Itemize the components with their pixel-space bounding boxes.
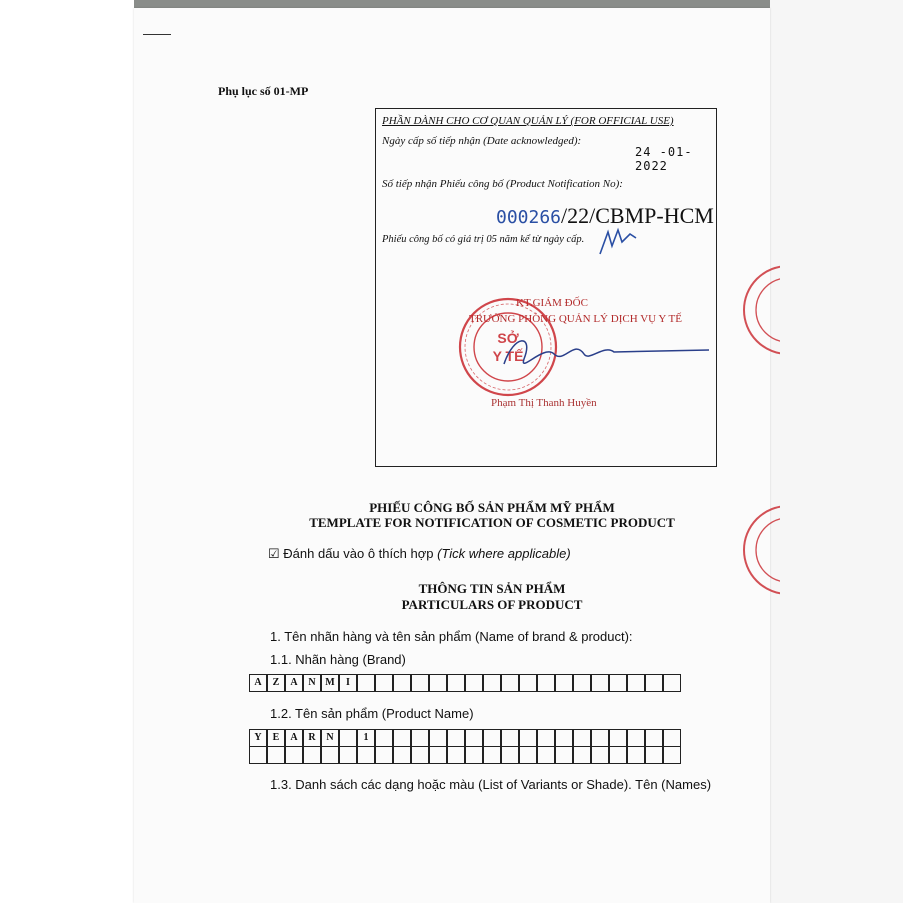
appendix-label: Phụ lục số 01-MP — [218, 84, 309, 98]
svg-text:Y TẾ: Y TẾ — [492, 348, 524, 364]
grid-cell: A — [285, 729, 303, 747]
grid-cell — [429, 746, 447, 764]
grid-cell — [537, 674, 555, 692]
grid-cell — [645, 674, 663, 692]
question-1-2: 1.2. Tên sản phẩm (Product Name) — [270, 706, 474, 721]
grid-cell — [627, 729, 645, 747]
grid-cell — [465, 746, 483, 764]
signature — [494, 324, 714, 384]
grid-cell — [339, 746, 357, 764]
grid-cell — [393, 729, 411, 747]
grid-cell — [609, 746, 627, 764]
form-title-vn: PHIẾU CÔNG BỐ SẢN PHẨM MỸ PHẨM — [369, 500, 615, 515]
form-title-en: TEMPLATE FOR NOTIFICATION OF COSMETIC PRODUCT — [309, 515, 675, 530]
grid-cell — [591, 746, 609, 764]
grid-cell — [447, 746, 465, 764]
product-name-grid-row-2 — [250, 747, 682, 764]
grid-cell — [519, 746, 537, 764]
grid-cell — [357, 674, 375, 692]
initial-mark — [598, 224, 638, 260]
signer-name: Phạm Thị Thanh Huyền — [491, 397, 597, 409]
official-use-box — [375, 108, 717, 467]
product-name-grid-row-1 — [250, 730, 682, 747]
grid-cell — [573, 674, 591, 692]
grid-cell — [483, 674, 501, 692]
tick-instruction — [268, 546, 571, 562]
grid-cell — [321, 746, 339, 764]
question-1-1: 1.1. Nhãn hàng (Brand) — [270, 652, 406, 667]
grid-cell — [303, 746, 321, 764]
background-left — [0, 0, 134, 903]
grid-cell — [537, 729, 555, 747]
grid-cell: 1 — [357, 729, 375, 747]
grid-cell — [357, 746, 375, 764]
notification-number-label: Số tiếp nhận Phiếu công bố (Product Notification No): — [382, 178, 623, 190]
grid-cell: Z — [267, 674, 285, 692]
notification-number-suffix: /22/CBMP-HCM — [561, 203, 714, 228]
grid-cell: N — [303, 674, 321, 692]
grid-cell — [609, 674, 627, 692]
grid-cell — [393, 746, 411, 764]
grid-cell — [375, 746, 393, 764]
grid-cell — [249, 746, 267, 764]
grid-cell — [483, 746, 501, 764]
signer-title-1: KT.GIÁM ĐỐC — [516, 297, 588, 309]
grid-cell — [663, 746, 681, 764]
date-acknowledged-value: 24 -01- 2022 — [635, 145, 693, 173]
tick-instruction-vn: Đánh dấu vào ô thích hợp — [283, 546, 434, 561]
grid-cell — [429, 729, 447, 747]
section-title-en: PARTICULARS OF PRODUCT — [401, 597, 583, 612]
grid-cell: N — [321, 729, 339, 747]
grid-cell: Y — [249, 729, 267, 747]
grid-cell — [609, 729, 627, 747]
grid-cell — [555, 674, 573, 692]
grid-cell — [375, 729, 393, 747]
grid-cell — [519, 674, 537, 692]
grid-cell — [429, 674, 447, 692]
brand-grid — [250, 675, 682, 692]
grid-cell — [411, 674, 429, 692]
grid-cell — [663, 729, 681, 747]
grid-cell: M — [321, 674, 339, 692]
section-title-vn: THÔNG TIN SẢN PHẨM — [418, 581, 566, 596]
svg-text:SỞ: SỞ — [497, 330, 519, 346]
grid-cell — [663, 674, 681, 692]
grid-cell — [465, 729, 483, 747]
tick-instruction-en: (Tick where applicable) — [437, 546, 571, 561]
top-dash — [143, 34, 171, 35]
date-acknowledged-label: Ngày cấp số tiếp nhận (Date acknowledged): — [382, 135, 582, 147]
grid-cell — [411, 746, 429, 764]
grid-cell — [447, 674, 465, 692]
notification-number-stamped: 000266 — [496, 207, 562, 228]
question-1: 1. Tên nhãn hàng và tên sản phẩm (Name of brand & product): — [270, 629, 633, 644]
grid-cell — [285, 746, 303, 764]
grid-cell: A — [285, 674, 303, 692]
grid-cell — [375, 674, 393, 692]
grid-cell — [627, 674, 645, 692]
grid-cell — [501, 729, 519, 747]
grid-cell — [501, 746, 519, 764]
validity-note: Phiếu công bố có giá trị 05 năm kể từ ngày cấp. — [382, 234, 585, 245]
official-title: PHẦN DÀNH CHO CƠ QUAN QUẢN LÝ (FOR OFFICIAL USE) — [382, 115, 674, 127]
underlying-page — [770, 0, 903, 903]
grid-cell: I — [339, 674, 357, 692]
grid-cell — [339, 729, 357, 747]
question-1-3: 1.3. Danh sách các dạng hoặc màu (List of Variants or Shade). Tên (Names) — [270, 777, 712, 792]
grid-cell — [411, 729, 429, 747]
grid-cell — [501, 674, 519, 692]
grid-cell — [591, 729, 609, 747]
grid-cell — [573, 746, 591, 764]
grid-cell — [645, 746, 663, 764]
side-stamp-1 — [740, 262, 780, 362]
grid-cell: E — [267, 729, 285, 747]
grid-cell — [555, 729, 573, 747]
grid-cell — [627, 746, 645, 764]
grid-cell — [483, 729, 501, 747]
grid-cell — [465, 674, 483, 692]
grid-cell — [447, 729, 465, 747]
grid-cell — [393, 674, 411, 692]
grid-cell: A — [249, 674, 267, 692]
grid-cell — [519, 729, 537, 747]
grid-cell — [573, 729, 591, 747]
signer-title-2: TRƯỞNG PHÒNG QUẢN LÝ DỊCH VỤ Y TẾ — [469, 313, 682, 325]
grid-cell: R — [303, 729, 321, 747]
checkbox-icon: ☑ — [268, 546, 280, 561]
grid-cell — [537, 746, 555, 764]
grid-cell — [591, 674, 609, 692]
grid-cell — [645, 729, 663, 747]
grid-cell — [555, 746, 573, 764]
grid-cell — [267, 746, 285, 764]
